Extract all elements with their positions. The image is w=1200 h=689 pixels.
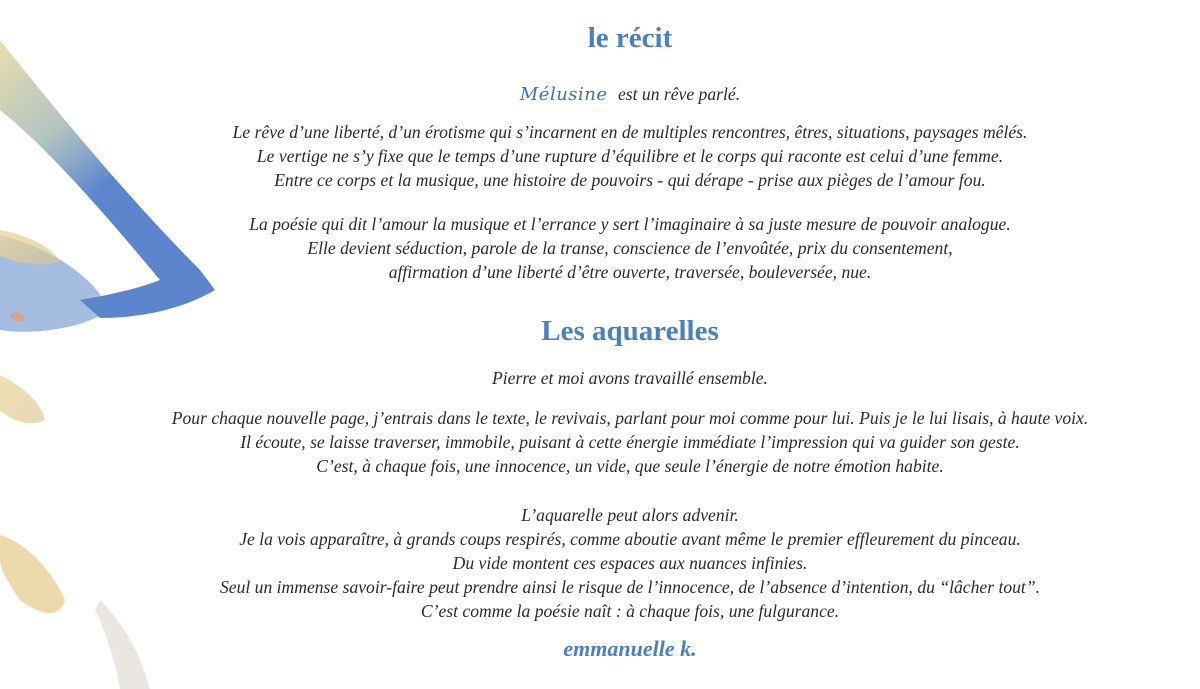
text-line: Le vertige ne s’y fixe que le temps d’une rupture d’équilibre et le corps qui raconte est celui d’une femme.	[256, 146, 1004, 166]
text-line: Le rêve d’une liberté, d’un érotisme qui s’incarnent en de multiples rencontres, êtres, situations, paysages mêlés.	[232, 122, 1028, 142]
orange-accent	[10, 312, 24, 322]
recit-paragraph-1	[90, 120, 1170, 192]
text-line: Entre ce corps et la musique, une histoire de pouvoirs - qui dérape - prise aux pièges de l’amour fou.	[274, 170, 986, 190]
text-line: La poésie qui dit l’amour la musique et l’errance y sert l’imaginaire à sa juste mesure de pouvoir analogue.	[249, 214, 1011, 234]
aquarelles-paragraph-2	[90, 406, 1170, 478]
ochre-left-stroke	[0, 230, 60, 264]
ochre-mid-stroke	[0, 375, 45, 423]
text-line: Du vide montent ces espaces aux nuances infinies.	[452, 553, 808, 573]
text-line: Il écoute, se laisse traverser, immobile, puisant à cette énergie immédiate l’impression qui va guider son geste.	[240, 432, 1020, 452]
section-title-le-recit: le récit	[587, 22, 673, 54]
text-line: C’est comme la poésie naît : à chaque fois, une fulgurance.	[420, 601, 840, 621]
text-line: Pour chaque nouvelle page, j’entrais dans le texte, le revivais, parlant pour moi comme pour lui. Puis je le lui lisais, à haute voix.	[171, 408, 1089, 428]
text-line: Je la vois apparaître, à grands coups respirés, comme aboutie avant même le premier effleurement du pinceau.	[239, 529, 1021, 549]
author-signature: emmanuelle k.	[563, 636, 697, 661]
text-line: affirmation d’une liberté d’être ouverte, traversée, bouleversée, nue.	[388, 262, 872, 282]
intro-line	[90, 82, 1170, 107]
text-line: C’est, à chaque fois, une innocence, un vide, que seule l’énergie de notre émotion habite.	[316, 456, 944, 476]
melusine-signature: Mélusine	[519, 84, 608, 105]
text-line: Seul un immense savoir-faire peut prendre ainsi le risque de l’innocence, de l’absence d’intention, du “lâcher tout”.	[219, 577, 1041, 597]
text-line: L’aquarelle peut alors advenir.	[521, 505, 739, 525]
aquarelles-paragraph-1	[90, 366, 1170, 390]
text-line: Pierre et moi avons travaillé ensemble.	[492, 368, 768, 388]
recit-paragraph-2	[90, 212, 1170, 284]
section-title-les-aquarelles: Les aquarelles	[541, 315, 719, 347]
aquarelles-paragraph-3	[90, 503, 1170, 623]
intro-text: est un rêve parlé.	[617, 84, 741, 104]
ochre-bottom-stroke	[0, 535, 65, 613]
text-line: Elle devient séduction, parole de la transe, conscience de l’envoûtée, prix du consentement,	[307, 238, 953, 258]
